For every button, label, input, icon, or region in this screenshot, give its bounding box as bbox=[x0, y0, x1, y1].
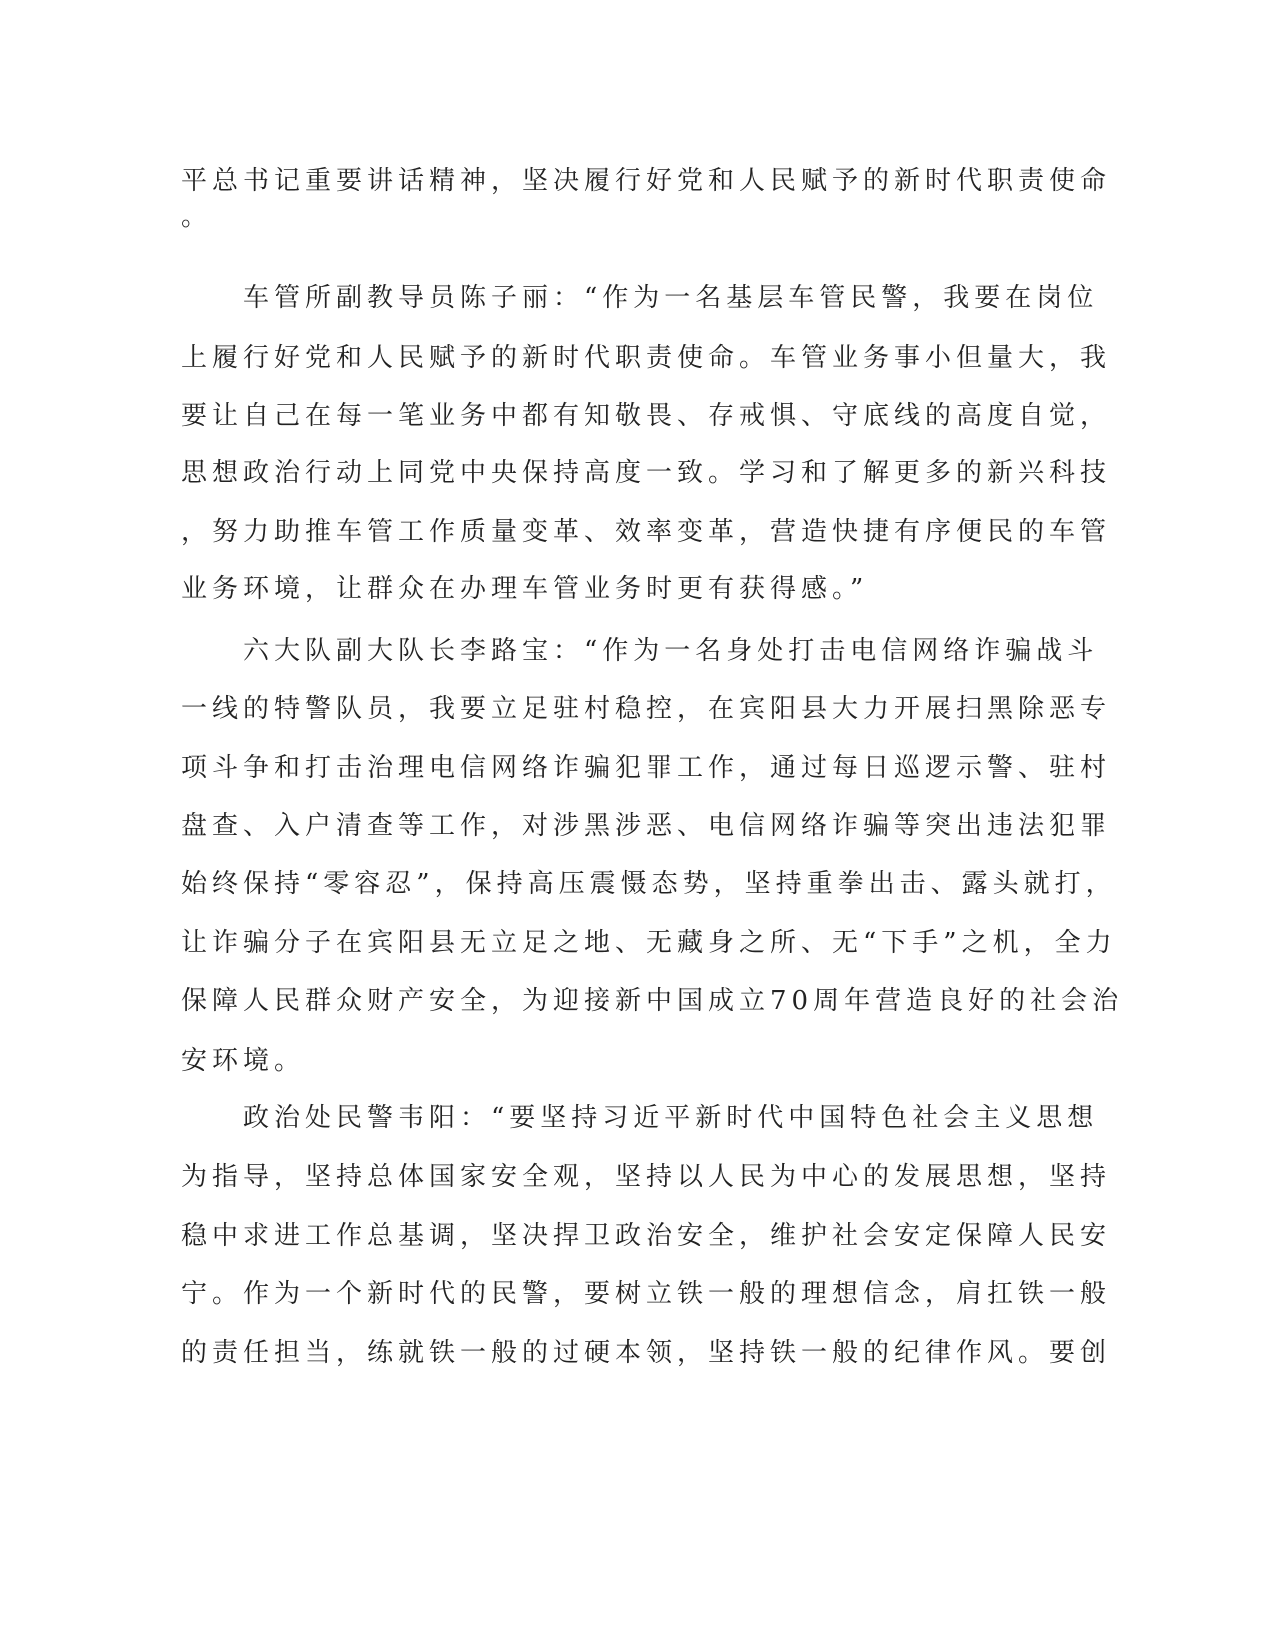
text-line: 宁。作为一个新时代的民警，要树立铁一般的理想信念，肩扛铁一般 bbox=[181, 1279, 1112, 1309]
text-line: 稳中求进工作总基调，坚决捍卫政治安全，维护社会安定保障人民安 bbox=[181, 1221, 1112, 1251]
text-line: 上履行好党和人民赋予的新时代职责使命。车管业务事小但量大，我 bbox=[181, 343, 1112, 373]
text-line: 业务环境，让群众在办理车管业务时更有获得感。” bbox=[181, 574, 869, 604]
text-line: 。 bbox=[181, 202, 213, 232]
text-line: 思想政治行动上同党中央保持高度一致。学习和了解更多的新兴科技 bbox=[181, 458, 1112, 488]
text-line: 盘查、入户清查等工作，对涉黑涉恶、电信网络诈骗等突出违法犯罪 bbox=[181, 811, 1112, 841]
text-line: 六大队副大队长李路宝：“作为一名身处打击电信网络诈骗战斗 bbox=[181, 636, 1099, 666]
text-line: 要让自己在每一笔业务中都有知敬畏、存戒惧、守底线的高度自觉， bbox=[181, 401, 1112, 431]
text-line: 项斗争和打击治理电信网络诈骗犯罪工作，通过每日巡逻示警、驻村 bbox=[181, 753, 1112, 783]
text-line: 保障人民群众财产安全，为迎接新中国成立70周年营造良好的社会治 bbox=[181, 986, 1124, 1016]
text-line: 平总书记重要讲话精神，坚决履行好党和人民赋予的新时代职责使命 bbox=[181, 166, 1112, 196]
text-line: 的责任担当，练就铁一般的过硬本领，坚持铁一般的纪律作风。要创 bbox=[181, 1338, 1112, 1368]
text-line: ，努力助推车管工作质量变革、效率变革，营造快捷有序便民的车管 bbox=[181, 517, 1112, 547]
text-line: 政治处民警韦阳：“要坚持习近平新时代中国特色社会主义思想 bbox=[181, 1103, 1099, 1133]
text-line: 让诈骗分子在宾阳县无立足之地、无藏身之所、无“下手”之机，全力 bbox=[181, 928, 1117, 958]
text-line: 车管所副教导员陈子丽：“作为一名基层车管民警，我要在岗位 bbox=[181, 283, 1099, 313]
text-line: 为指导，坚持总体国家安全观，坚持以人民为中心的发展思想，坚持 bbox=[181, 1162, 1112, 1192]
text-line: 一线的特警队员，我要立足驻村稳控，在宾阳县大力开展扫黑除恶专 bbox=[181, 694, 1112, 724]
text-line: 安环境。 bbox=[181, 1046, 306, 1076]
text-line: 始终保持“零容忍”，保持高压震慑态势，坚持重拳出击、露头就打， bbox=[181, 869, 1117, 899]
